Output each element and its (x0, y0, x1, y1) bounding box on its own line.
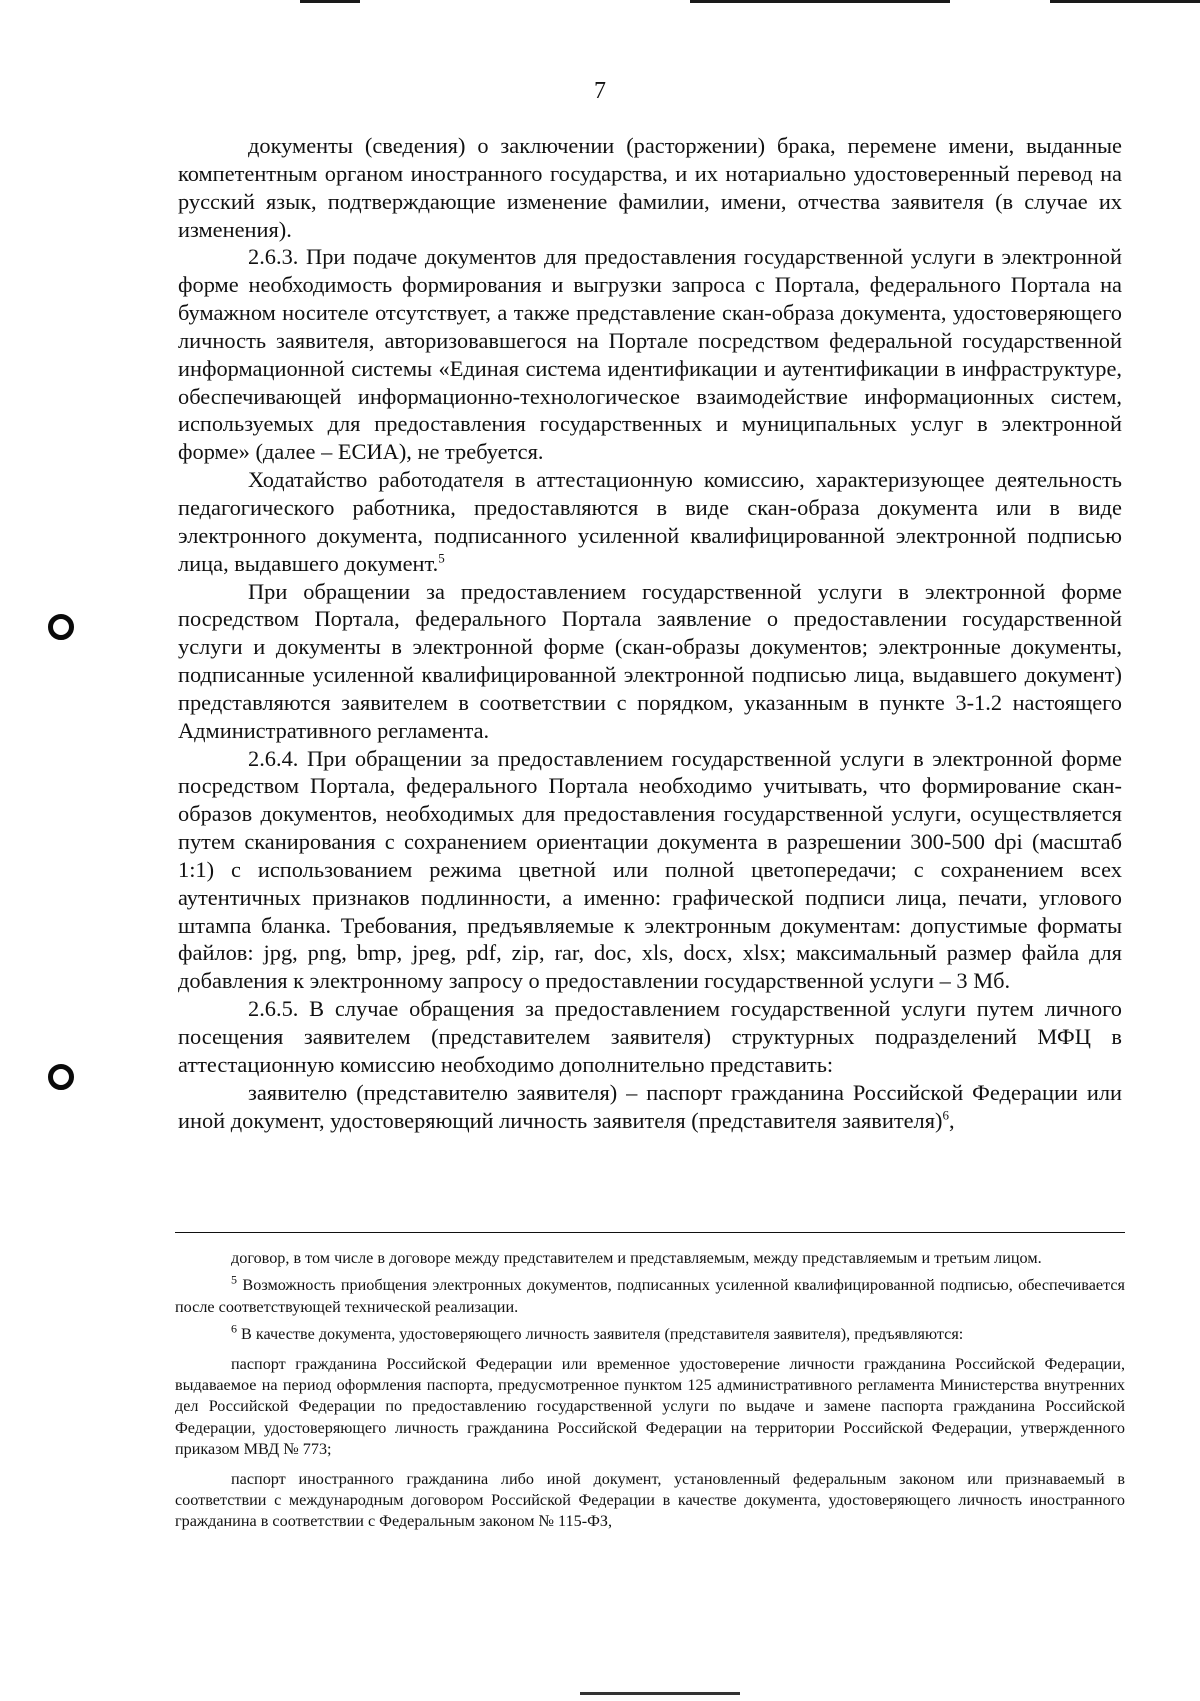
footnote-6-text: В качестве документа, удостоверяющего личность заявителя (представителя заявителя), предъявляются: (237, 1325, 964, 1344)
footnote-ref-6[interactable]: 6 (942, 1107, 949, 1123)
footnote-ref-5[interactable]: 5 (438, 550, 445, 566)
footnote-5-text: Возможность приобщения электронных документов, подписанных усиленной квалифицированной подписью, обеспечивается после соответствующей технической реализации. (175, 1276, 1125, 1316)
footnote-6-item-russian-passport: паспорт гражданина Российской Федерации или временное удостоверение личности гражданина Российской Федерации, выдаваемое на период оформления паспорта, предусмотренное пунктом 125 административного регламента Министерства внутренних дел Российской Федерации по предоставлению государственной услуги по выдаче и замене паспорта гражданина Российской Федерации, удостоверяющего личность гражданина Российской Федерации на территории Российской Федерации, утвержденного приказом МВД № 773; (175, 1354, 1125, 1459)
paragraph-passport-requirement-text: заявителю (представителю заявителя) – паспорт гражданина Российской Федерации или иной документ, удостоверяющий личность заявителя (представителя заявителя) (178, 1079, 1122, 1133)
scan-bottom-mark (580, 1692, 740, 1695)
paragraph-employer-petition (178, 466, 1122, 577)
scan-edge-mark-left (300, 0, 360, 3)
paragraph-employer-petition-text: Ходатайство работодателя в аттестационную комиссию, характеризующее деятельность педагогического работника, предоставляются в виде скан-образа документа или в виде электронного документа, подписанного усиленной квалифицированной электронной подписью лица, выдавшего документ. (178, 467, 1122, 576)
scan-edge-mark-center (690, 0, 950, 3)
main-body (178, 132, 1122, 1134)
footnote-6 (175, 1321, 1125, 1345)
paragraph-marriage-documents: документы (сведения) о заключении (расторжении) брака, перемене имени, выданные компетентным органом иностранного государства, и их нотариально удостоверенный перевод на русский язык, подтверждающие изменение фамилии, имени, отчества заявителя (в случае их изменения). (178, 133, 1122, 242)
footnote-6-item-foreign-passport: паспорт иностранного гражданина либо иной документ, установленный федеральным законом или признаваемый в соответствии с международным договором Российской Федерации в качестве документа, удостоверяющего личность иностранного гражданина в соответствии с Федеральным законом № 115-ФЗ, (175, 1469, 1125, 1531)
punch-hole-lower (48, 1064, 74, 1090)
footnotes (175, 1248, 1125, 1539)
footnote-5-mark: 5 (231, 1273, 237, 1288)
paragraph-2-6-5: 2.6.5. В случае обращения за предоставлением государственной услуги путем личного посещения заявителем (представителем заявителя) структурных подразделений МФЦ в аттестационную комиссию необходимо дополнительно представить: (178, 996, 1122, 1077)
punch-hole-upper (48, 614, 74, 640)
paragraph-passport-requirement (178, 1079, 1122, 1135)
paragraph-electronic-submission: При обращении за предоставлением государственной услуги в электронной форме посредством Портала, федерального Портала заявление о предоставлении государственной услуги и документы в электронной форме (скан-образы документов; электронные документы, подписанные усиленной квалифицированной электронной подписью лица, выдавшего документ) представляются заявителем в соответствии с порядком, указанным в пункте 3-1.2 настоящего Административного регламента. (178, 578, 1122, 743)
paragraph-passport-requirement-end: , (948, 1107, 955, 1133)
paragraph-2-6-4: 2.6.4. При обращении за предоставлением государственной услуги в электронной форме посредством Портала, федерального Портала необходимо учитывать, что формирование скан-образов документов, необходимых для предоставления государственной услуги, осуществляется путем сканирования с сохранением ориентации документа в разрешении 300-500 dpi (масштаб 1:1) с использованием режима цветной или полной цветопередачи; с сохранением всех аутентичных признаков подлинности, а именно: графической подписи лица, печати, углового штампа бланка. Требования, предъявляемые к электронным документам: допустимые форматы файлов: jpg, png, bmp, jpeg, pdf, zip, rar, doc, xls, docx, xlsx; максимальный размер файла для добавления к электронному запросу о предоставлении государственной услуги – 3 Мб. (178, 745, 1122, 994)
footnote-6-mark: 6 (231, 1321, 237, 1336)
scan-edge-mark-right (1050, 0, 1200, 3)
footnote-continuation: договор, в том числе в договоре между представителем и представляемым, между представляемым и третьим лицом. (231, 1249, 1042, 1267)
footnote-5 (175, 1275, 1125, 1318)
footnote-divider (175, 1232, 1125, 1233)
paragraph-2-6-3: 2.6.3. При подаче документов для предоставления государственной услуги в электронной форме необходимость формирования и выгрузки запроса с Портала, федерального Портала на бумажном носителе отсутствует, а также представление скан-образа документа, удостоверяющего личность заявителя, авторизовавшегося на Портале посредством федеральной государственной информационной системы «Единая система идентификации и аутентификации в инфраструктуре, обеспечивающей информационно-технологическое взаимодействие информационных систем, используемых для предоставления государственных и муниципальных услуг в электронной форме» (далее – ЕСИА), не требуется. (178, 244, 1122, 465)
page-number: 7 (594, 78, 606, 104)
